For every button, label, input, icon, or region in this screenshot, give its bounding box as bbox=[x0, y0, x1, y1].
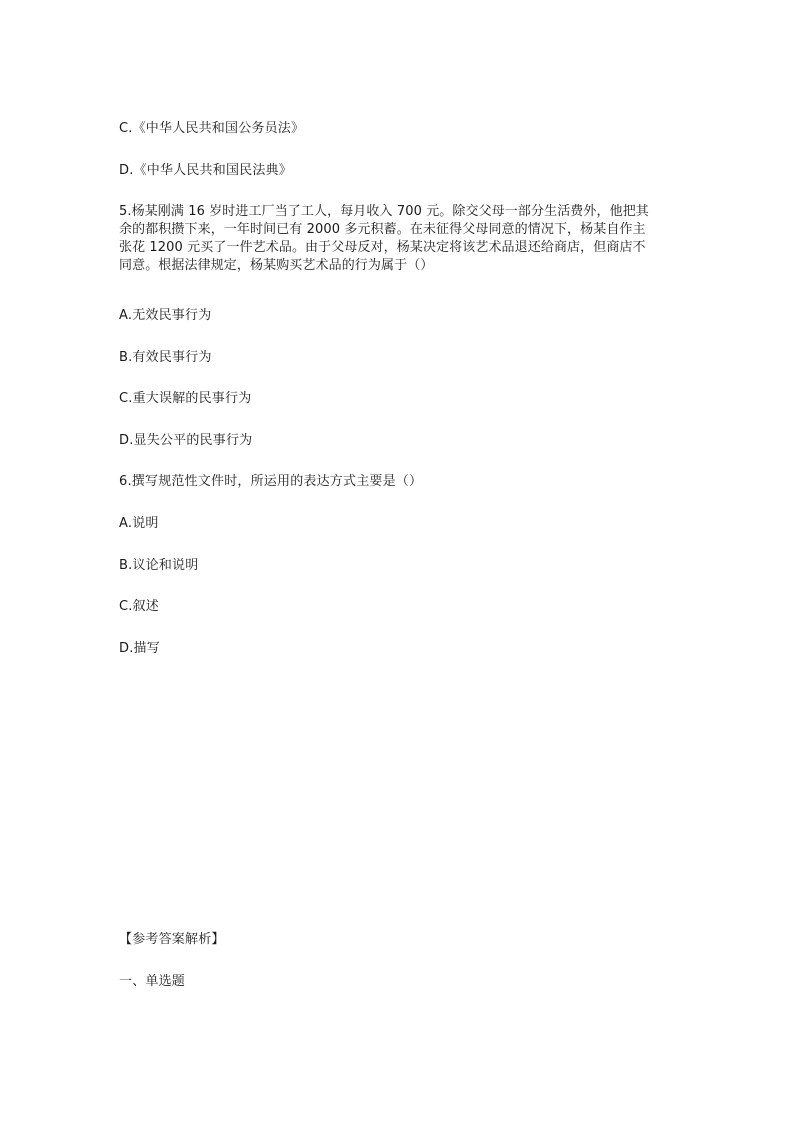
q4-option-c: C.《中华人民共和国公务员法》 bbox=[119, 121, 305, 136]
q5-stem-line-2: 余的都积攒下来，一年时间已有 2000 多元积蓄。在未征得父母同意的情况下，杨某自作主 bbox=[119, 222, 646, 237]
answer-section-subheading: 一、单选题 bbox=[119, 974, 186, 989]
q5-option-d: D.显失公平的民事行为 bbox=[119, 433, 253, 448]
q6-option-d: D.描写 bbox=[119, 641, 160, 656]
answer-section-heading: 【参考答案解析】 bbox=[119, 932, 225, 947]
q4-option-d: D.《中华人民共和国民法典》 bbox=[119, 163, 292, 178]
q5-option-b: B.有效民事行为 bbox=[119, 350, 212, 365]
q5-stem-line-4: 同意。根据法律规定，杨某购买艺术品的行为属于（） bbox=[119, 258, 434, 273]
q5-option-a: A.无效民事行为 bbox=[119, 308, 212, 323]
q5-stem-line-1: 5.杨某刚满 16 岁时进工厂当了工人，每月收入 700 元。除交父母一部分生活费外，他把其 bbox=[119, 204, 649, 219]
q6-option-b: B.议论和说明 bbox=[119, 558, 199, 573]
q6-stem: 6.撰写规范性文件时，所运用的表达方式主要是（） bbox=[119, 474, 423, 489]
q6-option-c: C.叙述 bbox=[119, 599, 160, 614]
q5-stem-line-3: 张花 1200 元买了一件艺术品。由于父母反对，杨某决定将该艺术品退还给商店，但商店不 bbox=[119, 240, 646, 255]
q5-stem bbox=[119, 203, 679, 275]
q5-option-c: C.重大误解的民事行为 bbox=[119, 391, 252, 406]
q6-option-a: A.说明 bbox=[119, 516, 159, 531]
